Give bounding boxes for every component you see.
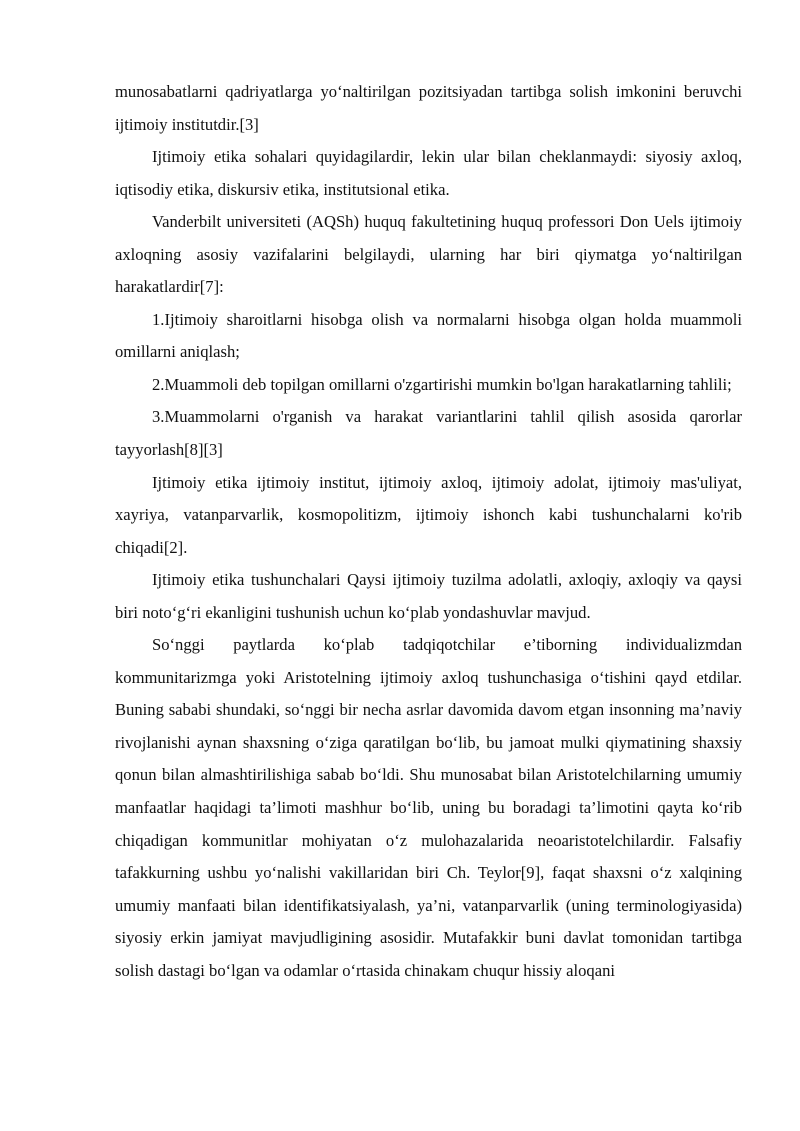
list-item-3: 3.Muammolarni o'rganish va harakat variantlarini tahlil qilish asosida qarorlar tayyorlash[8][3] — [115, 407, 742, 460]
document-body — [115, 76, 742, 987]
paragraph-approaches: Ijtimoiy etika tushunchalari Qaysi ijtimoiy tuzilma adolatli, axloqiy, axloqiy va qaysi biri noto‘g‘ri ekanligini tushunish uchun ko‘plab yondashuvlar mavjud. — [115, 570, 742, 622]
paragraph-continuation: munosabatlarni qadriyatlarga yo‘naltirilgan pozitsiyadan tartibga solish imkonini beruvchi ijtimoiy institutdir.[3] — [115, 82, 742, 134]
paragraph-don-wells-tasks: Vanderbilt universiteti (AQSh) huquq fakultetining huquq professori Don Uels ijtimoiy axloqning asosiy vazifalarini belgilaydi, ularning har biri qiymatga yo‘naltirilgan harakatlardir[7]: — [115, 212, 742, 297]
list-item-1: 1.Ijtimoiy sharoitlarni hisobga olish va normalarni hisobga olgan holda muammoli omillarni aniqlash; — [115, 309, 742, 362]
paragraph-social-ethics-fields: Ijtimoiy etika sohalari quyidagilardir, lekin ular bilan cheklanmaydi: siyosiy axloq, iqtisodiy etika, diskursiv etika, institutsional etika. — [115, 147, 742, 199]
paragraph-social-ethics-concepts: Ijtimoiy etika ijtimoiy institut, ijtimoiy axloq, ijtimoiy adolat, ijtimoiy mas'uliyat, xayriya, vatanparvarlik, kosmopolitizm, ijtimoiy ishonch kabi tushunchalarni ko'rib chiqadi[2]. — [115, 472, 742, 557]
paragraph-communitarianism: So‘nggi paytlarda ko‘plab tadqiqotchilar e’tiborning individualizmdan kommunitarizmga yoki Aristotelning ijtimoiy axloq tushunchasiga o‘tishini qayd etdilar. Buning sababi shundaki, so‘nggi bir necha asrlar davomida davom etgan insonning ma’naviy rivojlanishi aynan shaxsning o‘ziga qaratilgan bo‘lib, bu jamoat mulki qiymatining shaxsiy qonun bilan almashtirilishiga sabab bo‘ldi. Shu munosabat bilan Aristotelchilarning umumiy manfaatlar haqidagi ta’limoti mashhur bo‘lib, uning bu boradagi ta’limotini qayta ko‘rib chiqadigan kommunitlar mohiyatan o‘z mulohazalarida neoaristotelchilardir. Falsafiy tafakkurning ushbu yo‘nalishi vakillaridan biri Ch. Teylor[9], faqat shaxsni o‘z xalqining umumiy manfaati bilan identifikatsiyalash, ya’ni, vatanparvarlik (uning terminologiyasida) siyosiy erkin jamiyat mavjudligining asosidir. Mutafakkir buni davlat tomonidan tartibga solish dastagi bo‘lgan va odamlar o‘rtasida chinakam chuqur hissiy aloqani — [115, 635, 742, 980]
list-item-2: 2.Muammoli deb topilgan omillarni o'zgartirishi mumkin bo'lgan harakatlarning tahlili; — [152, 374, 732, 394]
